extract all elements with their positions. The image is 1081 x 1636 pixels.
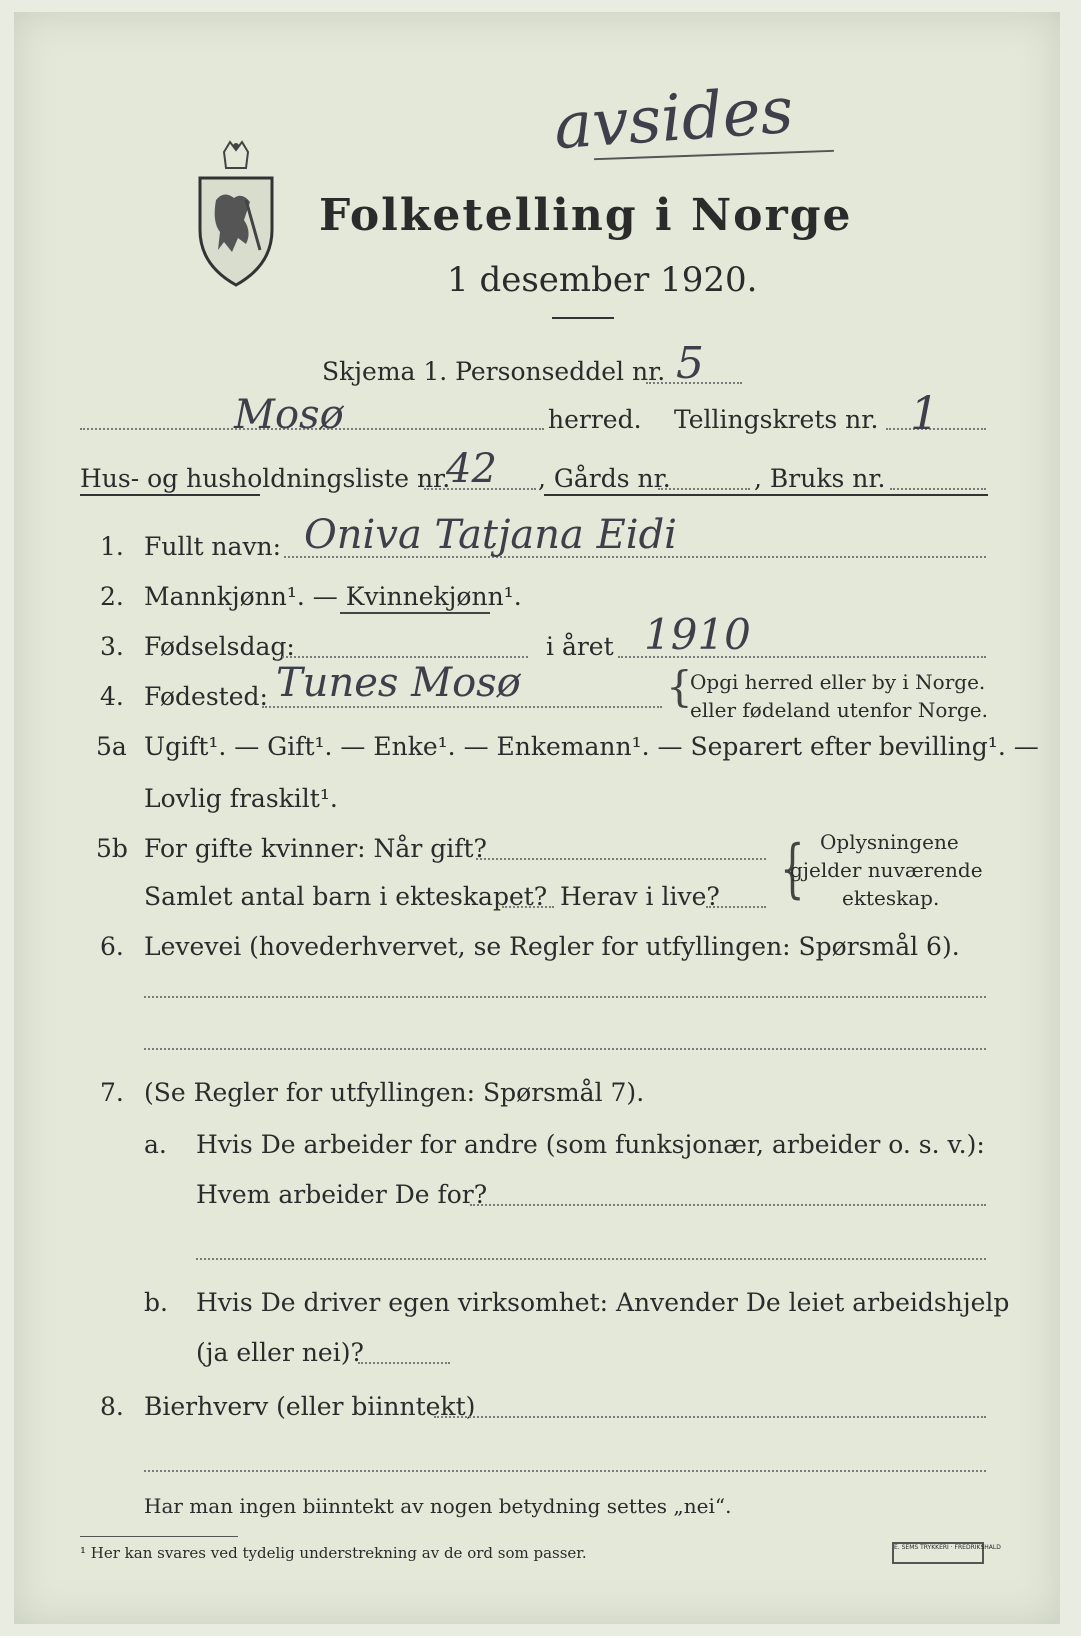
q5b-married-field-line — [476, 858, 766, 860]
annotation-avsides: avsides — [551, 73, 796, 165]
q7-number: 7. — [100, 1078, 124, 1107]
q3-year-value[interactable]: 1910 — [644, 610, 751, 659]
q5b-alive-label: Herav i live? — [560, 882, 720, 911]
q8-field-line2 — [144, 1470, 986, 1472]
biinntekt-note: Har man ingen biinntekt av nogen betydning settes „nei“. — [144, 1494, 732, 1518]
q3-label: Fødselsdag: — [144, 632, 295, 661]
q6-field-line2 — [144, 1048, 986, 1050]
q5b-number: 5b — [96, 834, 128, 863]
q8-label: Bierhverv (eller biinntekt) — [144, 1392, 476, 1421]
q4-value[interactable]: Tunes Mosø — [276, 660, 521, 706]
q7b-label: Hvis De driver egen virksomhet: Anvender De leiet arbeidshjelp — [196, 1288, 1010, 1317]
footnote: ¹ Her kan svares ved tydelig understrekning av de ord som passer. — [80, 1544, 587, 1562]
q4-number: 4. — [100, 682, 124, 711]
bruks-label: , Bruks nr. — [754, 464, 886, 493]
krets-value[interactable]: 1 — [910, 386, 940, 440]
hus-label: Hus- og husholdningsliste nr. — [80, 464, 451, 493]
hus-value[interactable]: 42 — [446, 446, 497, 492]
q1-label: Fullt navn: — [144, 532, 282, 561]
q5b-label: For gifte kvinner: Når gift? — [144, 834, 487, 863]
q4-label: Fødested: — [144, 682, 268, 711]
q3-number: 3. — [100, 632, 124, 661]
title-divider — [552, 317, 614, 319]
q5b-note-line1: Oplysningene — [820, 830, 959, 854]
schema-label: Skjema 1. Personseddel nr. — [322, 357, 666, 386]
q6-label: Levevei (hovederhvervet, se Regler for utfyllingen: Spørsmål 6). — [144, 932, 960, 961]
coat-of-arms-icon — [194, 140, 278, 290]
q8-field-line1 — [434, 1416, 986, 1418]
krets-label: Tellingskrets nr. — [674, 405, 879, 434]
q7a-label: Hvis De arbeider for andre (som funksjonær, arbeider o. s. v.): — [196, 1130, 985, 1159]
gards-label: , Gårds nr. — [538, 464, 671, 493]
q5b-note-line3: ekteskap. — [842, 886, 940, 910]
q5b-note-brace: { — [780, 832, 805, 906]
q5b-children-label: Samlet antal barn i ekteskapet? — [144, 882, 548, 911]
q3-day-field-line — [282, 656, 528, 658]
census-form — [14, 12, 1060, 1624]
q5a-number: 5a — [96, 732, 127, 761]
q6-field-line1 — [144, 996, 986, 998]
q4-note-brace: { — [666, 662, 693, 711]
q7a-label-cont: Hvem arbeider De for? — [196, 1180, 488, 1209]
form-title: Folketelling i Norge — [319, 190, 853, 241]
q2-label: Mannkjønn¹. — Kvinnekjønn¹. — [144, 582, 522, 611]
q4-note-line2: eller fødeland utenfor Norge. — [690, 698, 988, 722]
footnote-rule — [80, 1536, 238, 1537]
printer-stamp — [892, 1542, 1001, 1564]
q7a-field-line1 — [470, 1204, 986, 1206]
q7b-number: b. — [144, 1288, 168, 1317]
schema-value[interactable]: 5 — [676, 338, 704, 389]
gards-field-line — [658, 488, 750, 490]
q4-field-line — [262, 706, 662, 708]
q5b-note-line2: gjelder nuværende — [790, 858, 983, 882]
section-divider-left — [80, 494, 260, 496]
section-divider-right — [544, 494, 988, 496]
q7b-field-line — [358, 1362, 450, 1364]
q7b-label-cont: (ja eller nei)? — [196, 1338, 364, 1367]
q5a-label-cont: Lovlig fraskilt¹. — [144, 784, 338, 813]
q7a-field-line2 — [196, 1258, 986, 1260]
herred-label: herred. — [548, 405, 642, 434]
q8-number: 8. — [100, 1392, 124, 1421]
q4-note-line1: Opgi herred eller by i Norge. — [690, 670, 986, 694]
q1-value[interactable]: Oniva Tatjana Eidi — [304, 512, 677, 558]
printer-stamp-text: E. SEMS TRYKKERI · FREDRIKSHALD — [894, 1544, 1001, 1551]
q2-selection-underline — [340, 612, 490, 614]
q2-number: 2. — [100, 582, 124, 611]
q5a-label: Ugift¹. — Gift¹. — Enke¹. — Enkemann¹. — Separert efter bevilling¹. — — [144, 732, 1039, 761]
q7-label: (Se Regler for utfyllingen: Spørsmål 7). — [144, 1078, 645, 1107]
q5b-children-field-line — [502, 906, 554, 908]
q1-number: 1. — [100, 532, 124, 561]
q5b-alive-field-line — [706, 906, 766, 908]
q7a-number: a. — [144, 1130, 167, 1159]
herred-value[interactable]: Mosø — [234, 392, 344, 438]
bruks-field-line — [890, 488, 986, 490]
q6-number: 6. — [100, 932, 124, 961]
q3-year-label: i året — [546, 632, 614, 661]
form-date: 1 desember 1920. — [447, 260, 758, 300]
